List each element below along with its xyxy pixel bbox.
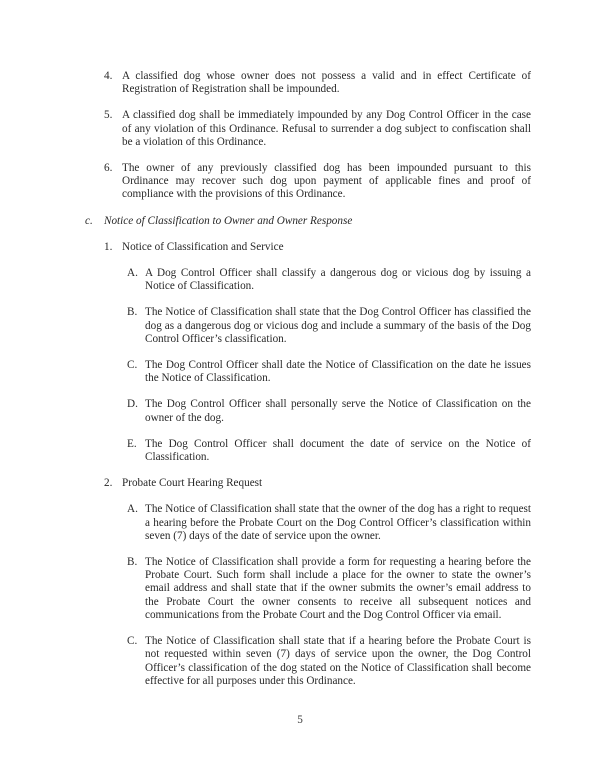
list-item-2A	[127, 503, 531, 543]
item-text: The Dog Control Officer shall date the Notice of Classification on the date he issues the Notice of Classification.	[145, 359, 531, 385]
list-item-1C	[127, 359, 531, 385]
item-number: 6.	[104, 162, 113, 175]
list-item-2B	[127, 556, 531, 622]
item-letter: C.	[127, 359, 138, 372]
item-text: The Dog Control Officer shall personally serve the Notice of Classification on the owner of the dog.	[145, 398, 531, 424]
subsection-number: 1.	[104, 240, 113, 253]
item-text: The Notice of Classification shall state that the Dog Control Officer has classified the dog as a dangerous dog or vicious dog and include a summary of the basis of the Dog Control Officer’s classification.	[145, 306, 531, 345]
item-text: The Notice of Classification shall state that the owner of the dog has a right to request a hearing before the Probate Court on the Dog Control Officer’s classification within seven (7) days of the date of service upon the owner.	[145, 503, 531, 542]
subsection-2-heading	[104, 477, 531, 490]
subsection-1-heading	[104, 241, 531, 254]
item-text: The owner of any previously classified dog has been impounded pursuant to this Ordinance may recover such dog upon payment of applicable fines and proof of compliance with the provisions of this Ordinance.	[122, 162, 531, 201]
list-item-2C	[127, 635, 531, 688]
list-item-6	[104, 162, 531, 202]
subsection-title: Notice of Classification and Service	[122, 240, 284, 253]
list-item-1E	[127, 438, 531, 464]
section-title: Notice of Classification to Owner and Owner Response	[104, 214, 353, 227]
subsection-number: 2.	[104, 477, 113, 490]
item-letter: A.	[127, 503, 138, 516]
list-item-1D	[127, 398, 531, 424]
item-letter: A.	[127, 267, 138, 280]
item-text: A classified dog shall be immediately impounded by any Dog Control Officer in the case of any violation of this Ordinance. Refusal to surrender a dog subject to confiscation shall be a violation of this Ordinance.	[122, 109, 531, 148]
page-number: 5	[297, 713, 303, 726]
item-text: The Dog Control Officer shall document the date of service on the Notice of Classification.	[145, 437, 531, 464]
item-text: The Notice of Classification shall state that if a hearing before the Probate Court is not requested within seven (7) days of service upon the owner, the Dog Control Officer’s classification of the dog stated on the Notice of Classification shall become effective for all purposes under this Ordinance.	[145, 635, 531, 687]
list-item-1B	[127, 306, 531, 346]
item-letter: E.	[127, 437, 137, 450]
list-item-1A	[127, 267, 531, 293]
item-number: 5.	[104, 109, 113, 122]
section-heading-c	[85, 215, 531, 228]
item-letter: B.	[127, 306, 138, 319]
item-letter: C.	[127, 635, 138, 648]
list-item-5	[104, 109, 531, 149]
list-item-4	[104, 70, 531, 96]
item-text: A classified dog whose owner does not possess a valid and in effect Certificate of Registration of Registration shall be impounded.	[122, 70, 531, 96]
item-text: A Dog Control Officer shall classify a dangerous dog or vicious dog by issuing a Notice of Classification.	[145, 267, 531, 293]
section-letter: c.	[85, 214, 93, 227]
subsection-title: Probate Court Hearing Request	[122, 477, 263, 490]
item-text: The Notice of Classification shall provide a form for requesting a hearing before the Probate Court. Such form shall include a place for the owner to state the owner’s email address and shall state that if the owner submits the owner’s email address to the Probate Court the owner consents to receive all subsequent notices and communications from the Probate Court and the Dog Control Officer via email.	[145, 556, 531, 621]
item-number: 4.	[104, 70, 113, 82]
item-letter: D.	[127, 398, 138, 411]
item-letter: B.	[127, 556, 138, 569]
